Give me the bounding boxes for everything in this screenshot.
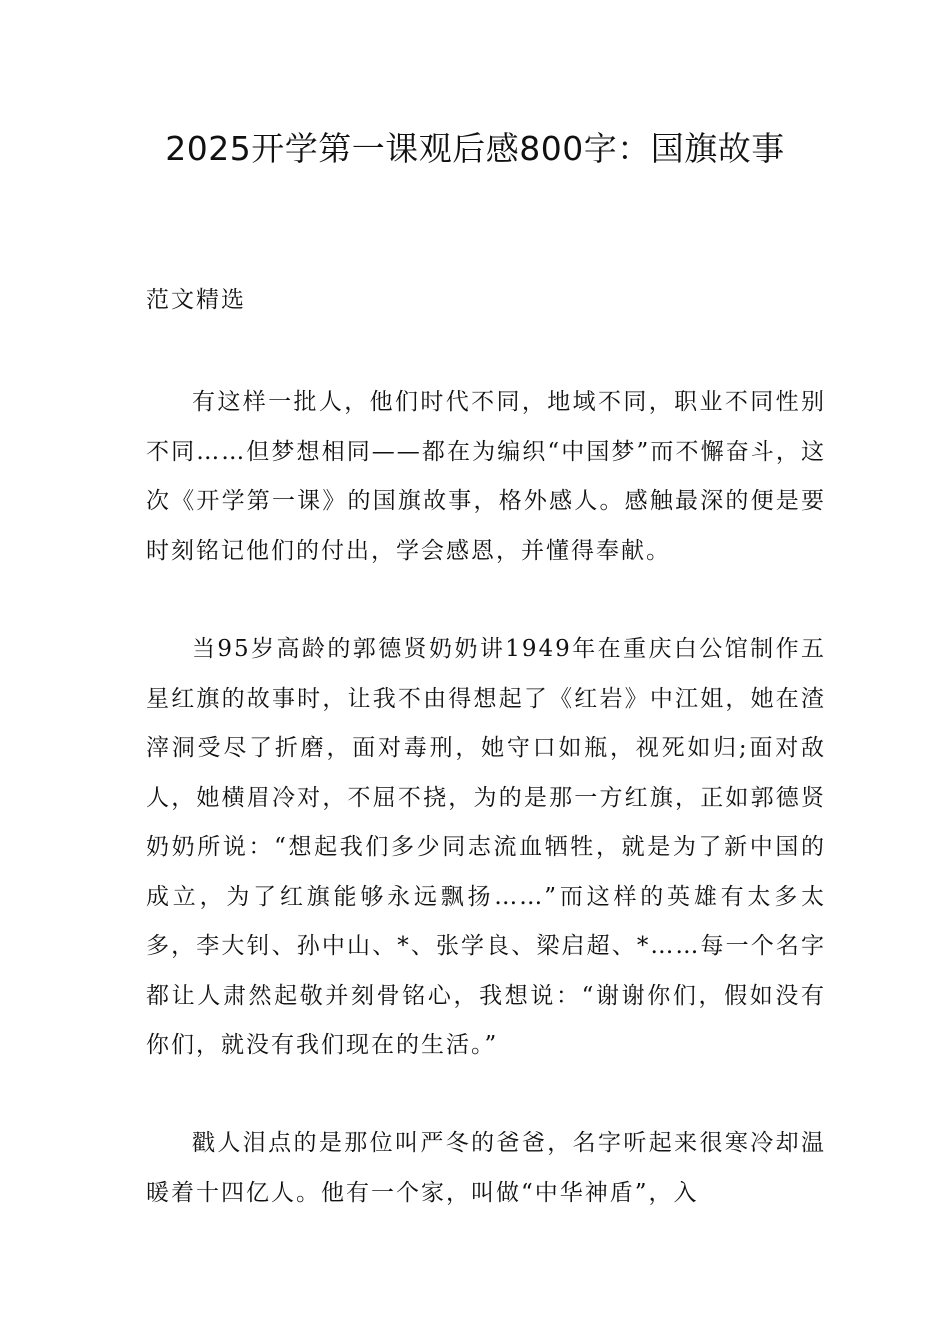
paragraph-2: 当95岁高龄的郭德贤奶奶讲1949年在重庆白公馆制作五星红旗的故事时，让我不由得想起了《红岩》中江姐，她在渣滓洞受尽了折磨，面对毒刑，她守口如瓶，视死如归;面对敌人，她横眉冷对，不屈不挠，为的是那一方红旗，正如郭德贤奶奶所说：“想起我们多少同志流血牺牲，就是为了新中国的成立，为了红旗能够永远飘扬……”而这样的英雄有太多太多，李大钊、孙中山、*、张学良、梁启超、*……每一个名字都让人肃然起敬并刻骨铭心，我想说：“谢谢你们，假如没有你们，就没有我们现在的生活。”: [146, 636, 826, 1058]
section-label: 范文精选: [146, 287, 246, 313]
paragraph-1: 有这样一批人，他们时代不同，地域不同，职业不同性别不同……但梦想相同——都在为编织“中国梦”而不懈奋斗，这次《开学第一课》的国旗故事，格外感人。感触最深的便是要时刻铭记他们的付出，学会感恩，并懂得奉献。: [146, 389, 826, 564]
paragraph-3: 戳人泪点的是那位叫严冬的爸爸，名字听起来很寒冷却温暖着十四亿人。他有一个家，叫做“中华神盾”，入: [146, 1130, 826, 1206]
document-title: 2025开学第一课观后感800字：国旗故事: [165, 129, 785, 168]
